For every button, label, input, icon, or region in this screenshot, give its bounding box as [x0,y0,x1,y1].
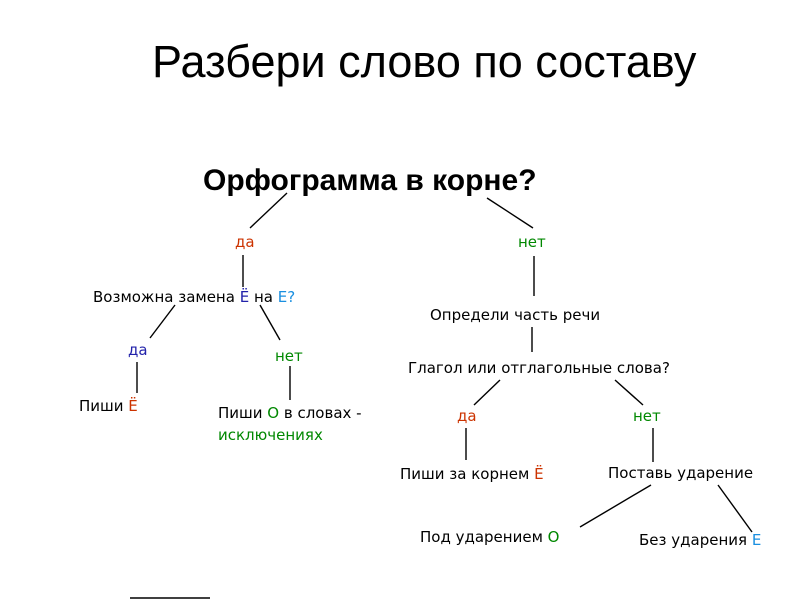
exceptions-label: исключениях [218,426,323,444]
write-after-root-prefix: Пиши за корнем [400,465,535,483]
unstressed-rule [639,531,761,549]
replace-no-label: нет [275,347,303,365]
stressed-letter: О [547,528,560,546]
unstressed-prefix: Без ударения [639,531,752,549]
branch-no-label: нет [518,233,546,251]
replace-yes-label: да [128,341,148,359]
e-letter: Е? [277,288,296,306]
part-of-speech-step: Определи часть речи [430,306,601,324]
connector-stress-without [718,485,752,532]
verb-question: Глагол или отглагольные слова? [408,359,670,377]
yo-replace-question [93,288,295,306]
yo-letter: Ё [239,288,250,306]
connector-check-no2 [260,305,280,340]
branch-yes-label: да [235,233,255,251]
page-title: Разбери слово по составу [152,36,697,87]
put-stress-step: Поставь ударение [608,464,754,482]
unstressed-letter: Е [751,531,762,549]
write-after-root-letter: Ё [534,465,544,483]
yo-replace-prefix: Возможна замена [93,288,240,306]
stressed-prefix: Под ударением [420,528,548,546]
connector-verb-no [615,380,643,405]
connector-root-yes [250,193,287,228]
verb-no-label: нет [633,407,661,425]
write-yo-letter: Ё [128,397,138,415]
write-o-suffix: в словах - [279,404,362,422]
connector-check-yes2 [150,305,175,338]
connector-stress-under [580,485,651,527]
write-yo-prefix: Пиши [79,397,129,415]
connector-root-no [487,198,533,228]
write-o-letter: О [267,404,280,422]
write-yo-rule [79,397,138,415]
stressed-rule [420,528,559,546]
write-o-rule [218,402,362,446]
verb-yes-label: да [457,407,477,425]
connector-verb-yes [474,380,500,405]
yo-replace-mid: на [249,288,278,306]
write-after-root-rule [400,465,544,483]
root-question: Орфограмма в корне? [203,164,537,197]
write-o-prefix: Пиши [218,404,268,422]
